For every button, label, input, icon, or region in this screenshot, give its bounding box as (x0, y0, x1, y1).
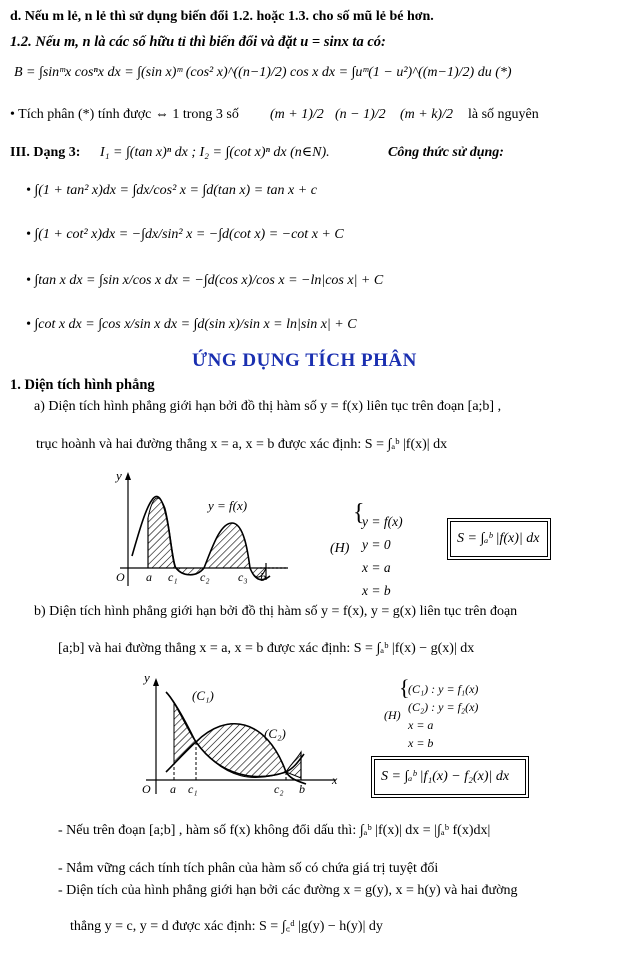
fig1-region-1 (148, 498, 176, 568)
fig1-tick-c3: c₃ (238, 570, 248, 584)
heading-III-tail: Công thức sử dụng: (388, 145, 504, 160)
text-b1: b) Diện tích hình phẳng giới hạn bởi đồ thị hàm số y = f(x), y = g(x) liên tục trên đoạn (34, 604, 518, 619)
text-a2: trục hoành và hai đường thẳng x = a, x = b được xác định: S = ∫ₐᵇ |f(x)| dx (36, 437, 448, 452)
fig1-system-row: x = a (362, 560, 391, 575)
main-title: ỨNG DỤNG TÍCH PHÂN (192, 350, 417, 371)
note-3: - Diện tích của hình phẳng giới hạn bởi các đường x = g(y), x = h(y) và hai đường (58, 883, 518, 898)
frac-mk: (m + k)/2 (400, 107, 453, 122)
formula-B: B = ∫sinᵐx cosⁿx dx = ∫(sin x)ᵐ (cos² x)^((n−1)/2) cos x dx = ∫uᵐ(1 − u²)^((m−1)/2) du (*) (14, 65, 512, 80)
fig2-system-row: x = b (408, 736, 434, 750)
fig1-system-row: y = f(x) (362, 514, 403, 529)
formula-cot-square: • ∫(1 + cot² x)dx = −∫dx/sin² x = −∫d(cot x) = −cot x + C (26, 227, 344, 242)
fig1-tick-b: b (260, 570, 266, 584)
fig1-tick-c1: c₁ (168, 570, 178, 584)
heading-III-label: III. Dạng 3: (10, 145, 81, 160)
fig2-system-brace: { (399, 675, 410, 700)
fig2-system (408, 680, 478, 752)
fig1-system-brace: { (353, 500, 365, 526)
fig2-origin: O (142, 782, 151, 796)
fig1-system-row: x = b (362, 583, 391, 598)
bullet-star-a: • Tích phân (*) tính được ⇔ 1 trong 3 số (10, 107, 239, 122)
note-2: - Nắm vững cách tính tích phân của hàm số có chứa giá trị tuyệt đối (58, 861, 439, 876)
frac-m1: (m + 1)/2 (270, 107, 324, 122)
fig2-tick-c2: c₂ (274, 782, 284, 796)
fig2-curve1-label: (C₁) (192, 688, 214, 703)
fig2-axis-y: y (144, 672, 150, 685)
heading-III-formula: I₁ = ∫(tan x)ⁿ dx ; I₂ = ∫(cot x)ⁿ dx (n∈N). (100, 145, 330, 160)
fig1-axis-y: y (116, 468, 122, 483)
fig2-system-row: (C₁) : y = f₁(x) (408, 682, 479, 696)
fig2-region-1 (174, 702, 196, 764)
fig1-curve-label: y = f(x) (208, 498, 248, 513)
fig1-system-label: (H) (330, 541, 350, 556)
frac-n1: (n − 1)/2 (335, 107, 386, 122)
fig1-system (362, 510, 403, 602)
fig1-y-arrow (125, 472, 131, 480)
fig2-y-arrow (153, 678, 159, 686)
text-a1: a) Diện tích hình phẳng giới hạn bởi đồ thị hàm số y = f(x) liên tục trên đoạn [a;b] , (34, 399, 502, 414)
fig1-region-3 (204, 523, 250, 568)
section-1-title: 1. Diện tích hình phẳng (10, 377, 155, 393)
fig2-boxed-formula (374, 759, 526, 795)
fig1-tick-c2: c₂ (200, 570, 210, 584)
text-d-line: d. Nếu m lẻ, n lẻ thì sử dụng biến đổi 1.2. hoặc 1.3. cho số mũ lẻ bé hơn. (10, 9, 434, 24)
note-4: thẳng y = c, y = d được xác định: S = ∫꜀ᵈ |g(y) − h(y)| dy (70, 919, 383, 934)
figure-2-graph (136, 672, 346, 802)
heading-1-2: 1.2. Nếu m, n là các số hữu tỉ thì biến đổi và đặt u = sinx ta có: (10, 34, 386, 50)
fig2-tick-b: b (299, 782, 305, 796)
fig2-axis-x: x (332, 773, 338, 787)
fig1-system-row: y = 0 (362, 537, 391, 552)
formula-cot: • ∫cot x dx = ∫cos x/sin x dx = ∫d(sin x)/sin x = ln|sin x| + C (26, 317, 357, 332)
text-b2: [a;b] và hai đường thẳng x = a, x = b được xác định: S = ∫ₐᵇ |f(x) − g(x)| dx (58, 641, 475, 656)
fig1-tick-a: a (146, 570, 152, 584)
fig2-system-label: (H) (384, 708, 401, 722)
figure-1-graph (110, 468, 300, 593)
fig2-tick-c1: c₁ (188, 782, 198, 796)
fig1-origin: O (116, 570, 125, 584)
fig2-system-row: (C₂) : y = f₂(x) (408, 700, 479, 714)
fig2-boxed-text: S = ∫ₐᵇ |f₁(x) − f₂(x)| dx (381, 769, 510, 784)
fig2-curve2-label: (C₂) (264, 726, 286, 741)
fig2-system-row: x = a (408, 718, 434, 732)
bullet-star-b: là số nguyên (468, 107, 539, 122)
fig1-boxed-formula (450, 521, 548, 557)
note-1: - Nếu trên đoạn [a;b] , hàm số f(x) không đổi dấu thì: ∫ₐᵇ |f(x)| dx = |∫ₐᵇ f(x)dx| (58, 823, 491, 838)
fig1-boxed-text: S = ∫ₐᵇ |f(x)| dx (457, 531, 540, 546)
formula-tan: • ∫tan x dx = ∫sin x/cos x dx = −∫d(cos x)/cos x = −ln|cos x| + C (26, 273, 384, 288)
fig2-tick-a: a (170, 782, 176, 796)
formula-tan-square: • ∫(1 + tan² x)dx = ∫dx/cos² x = ∫d(tan x) = tan x + c (26, 183, 317, 198)
